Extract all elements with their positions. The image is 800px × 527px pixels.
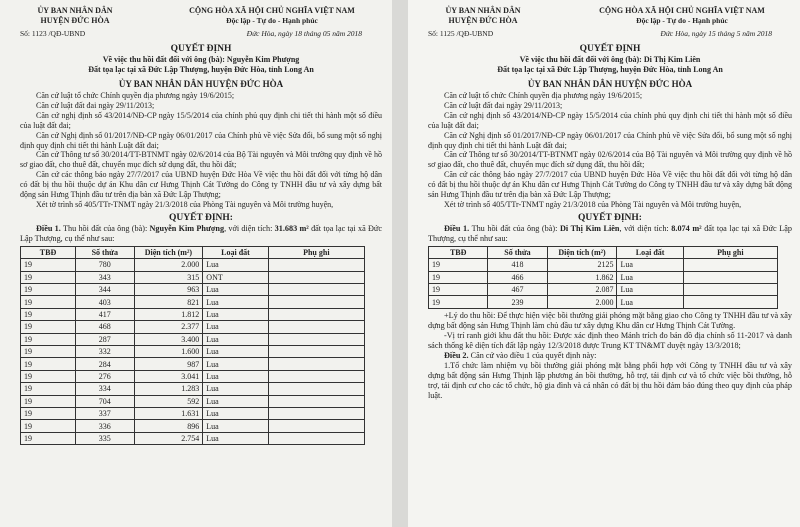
table-cell <box>683 259 777 271</box>
table-cell: 284 <box>76 358 134 370</box>
table-cell <box>683 296 777 308</box>
table-cell: Lua <box>203 358 268 370</box>
table-cell: 19 <box>21 333 76 345</box>
article-2-label: Điều 2. <box>444 350 469 360</box>
table-cell <box>268 308 364 320</box>
legal-basis: Căn cứ luật đất đai ngày 29/11/2013; <box>36 100 155 110</box>
national-title-block <box>572 6 792 26</box>
table-cell <box>268 333 364 345</box>
document-header <box>428 6 792 26</box>
table-cell: 19 <box>21 321 76 333</box>
subject-line-1: Về việc thu hồi đất đối với ông (bà): Di Thị Kim Liên <box>519 55 701 64</box>
table-cell: Lua <box>203 395 268 407</box>
table-header-row <box>429 246 778 258</box>
table-cell: 468 <box>76 321 134 333</box>
table-cell: 466 <box>488 271 547 283</box>
table-cell: 19 <box>21 346 76 358</box>
number-date-row <box>20 29 382 39</box>
table-cell: 19 <box>21 296 76 308</box>
table-row <box>21 284 365 296</box>
table-row <box>429 271 778 283</box>
article-1 <box>20 224 382 244</box>
column-header: Loại đất <box>617 246 683 258</box>
legal-basis: Căn cứ Thông tư số 30/2014/TT-BTNMT ngày 02/6/2014 của Bộ Tài nguyên và Môi trường quy định về hồ sơ giao đất, cho thuê đất, chuyển mục đích sử dụng đất, thu hồi đất; <box>20 150 382 170</box>
table-cell <box>268 407 364 419</box>
column-header: Diện tích (m²) <box>547 246 617 258</box>
article-1-text: Thu hồi đất của ông (bà): <box>60 223 150 233</box>
table-cell: Lua <box>617 271 683 283</box>
legal-basis: Căn cứ các thông báo ngày 27/7/2017 của UBND huyện Đức Hòa Về việc thu hồi đất đối với từng hộ dân có đất bị thu hồi thuộc dự án Khu dân cư Hưng Thịnh Cát Tường do Công ty TNHH đầu tư và xây dựng bất động sản Hưng Thịnh đầu tư trên địa bàn xã Đức Lập Thượng; <box>428 170 792 200</box>
table-cell <box>268 370 364 382</box>
subject-line-1: Về việc thu hồi đất đối với ông (bà): Nguyễn Kim Phượng <box>102 55 300 64</box>
issuer-line-2: HUYỆN ĐỨC HÒA <box>40 16 110 25</box>
decision-page-left <box>0 0 392 527</box>
table-cell <box>268 420 364 432</box>
table-cell <box>268 296 364 308</box>
reason-paragraph: +Lý do thu hồi: Để thực hiện việc bồi thường giải phóng mặt bằng giao cho Công ty TNHH đầu tư và xây dựng bất động sản Hưng Thịnh làm chủ đầu tư xây dựng Khu dân cư Hưng Thịnh Cát Tường. <box>428 310 792 330</box>
table-cell: 2.377 <box>134 321 203 333</box>
authority-heading: ỦY BAN NHÂN DÂN HUYỆN ĐỨC HÒA <box>527 79 693 89</box>
table-cell: 467 <box>488 284 547 296</box>
column-header: TBĐ <box>21 246 76 258</box>
table-header-row <box>21 246 365 258</box>
table-cell <box>268 395 364 407</box>
table-cell: 343 <box>76 271 134 283</box>
document-title: QUYẾT ĐỊNH <box>579 44 641 54</box>
article-1-text: Thu hồi đất của ông (bà): <box>469 223 560 233</box>
table-cell: 315 <box>134 271 203 283</box>
document-title: QUYẾT ĐỊNH <box>170 44 232 54</box>
table-cell: Lua <box>617 296 683 308</box>
legal-basis: Căn cứ Nghị định số 01/2017/NĐ-CP ngày 06/01/2017 của Chính phủ về việc Sửa đổi, bổ sung một số nghị định quy định chi tiết thi hành Luật đất đai; <box>20 130 382 150</box>
issuer-line-1: ỦY BAN NHÂN DÂN <box>37 6 113 15</box>
table-cell <box>683 271 777 283</box>
national-motto: Độc lập - Tự do - Hạnh phúc <box>636 16 728 25</box>
table-cell: 417 <box>76 308 134 320</box>
table-cell: Lua <box>203 420 268 432</box>
table-cell: 704 <box>76 395 134 407</box>
table-cell: 337 <box>76 407 134 419</box>
column-header: Số thửa <box>76 246 134 258</box>
national-title: CỘNG HÒA XÃ HỘI CHỦ NGHĨA VIỆT NAM <box>599 6 765 15</box>
table-row <box>21 333 365 345</box>
article-2 <box>428 351 792 361</box>
table-cell: Lua <box>203 407 268 419</box>
table-cell: 19 <box>21 284 76 296</box>
table-cell: Lua <box>203 346 268 358</box>
table-cell: 1.600 <box>134 346 203 358</box>
table-cell: 239 <box>488 296 547 308</box>
table-row <box>429 296 778 308</box>
table-cell: 287 <box>76 333 134 345</box>
table-cell: 780 <box>76 259 134 271</box>
table-cell: Lua <box>203 259 268 271</box>
article-2-item-1: 1.Tổ chức làm nhiệm vụ bồi thường giải phóng mặt bằng phối hợp với Công ty TNHH đầu tư và xây dựng bất động sản Hưng Thịnh lập phương án bồi thường, hỗ trợ, tái định cư và tổ chức việc bồi thường, hỗ trợ, tái định cư cho các tổ chức, hộ gia đình và cá nhân có đất bị thu hồi đảm bảo đúng theo quy định của pháp luật. <box>428 360 792 400</box>
table-cell: 3.041 <box>134 370 203 382</box>
table-cell: 403 <box>76 296 134 308</box>
table-cell: Lua <box>203 284 268 296</box>
document-date: Đức Hòa, ngày 15 tháng 5 năm 2018 <box>660 29 772 38</box>
table-row <box>21 321 365 333</box>
table-row <box>21 259 365 271</box>
table-row <box>21 271 365 283</box>
table-cell: 987 <box>134 358 203 370</box>
table-cell: 19 <box>21 271 76 283</box>
document-number: Số: 1125 /QĐ-UBND <box>428 29 494 38</box>
legal-basis: Căn cứ luật tổ chức Chính quyền địa phương ngày 19/6/2015; <box>36 91 235 100</box>
article-1-text: đất tọa lạc tại xã Đức Lập Thượng, cụ thể như sau: <box>20 223 382 243</box>
table-cell: 896 <box>134 420 203 432</box>
table-cell: 19 <box>429 296 488 308</box>
table-cell <box>268 321 364 333</box>
table-row <box>429 284 778 296</box>
table-row <box>21 432 365 444</box>
table-cell: 19 <box>429 271 488 283</box>
table-cell: 592 <box>134 395 203 407</box>
national-motto: Độc lập - Tự do - Hạnh phúc <box>226 16 318 25</box>
table-cell <box>268 259 364 271</box>
table-cell: 2125 <box>547 259 617 271</box>
table-cell: 1.283 <box>134 383 203 395</box>
table-cell: 1.812 <box>134 308 203 320</box>
table-cell: Lua <box>617 284 683 296</box>
table-cell: Lua <box>203 296 268 308</box>
legal-basis: Căn cứ nghị định số 43/2014/NĐ-CP ngày 15/5/2014 của chính phủ quy định chi tiết thi hành một số điều của luật đất đai; <box>428 110 792 130</box>
table-cell: 19 <box>21 308 76 320</box>
legal-basis: Xét tờ trình số 405/TTr-TNMT ngày 21/3/2018 của Phòng Tài nguyên và Môi trường huyện, <box>36 199 334 209</box>
decision-heading: QUYẾT ĐỊNH: <box>578 212 642 223</box>
table-row <box>21 358 365 370</box>
table-cell: 1.862 <box>547 271 617 283</box>
table-row <box>429 259 778 271</box>
table-cell: 19 <box>21 395 76 407</box>
table-cell <box>268 358 364 370</box>
table-cell: 19 <box>21 407 76 419</box>
table-cell: 335 <box>76 432 134 444</box>
legal-basis: Căn cứ các thông báo ngày 27/7/2017 của UBND huyện Đức Hòa Về việc thu hồi đất đối với từng hộ dân có đất bị thu hồi thuộc dự án Khu dân cư Hưng Thịnh Cát Tường do Công ty TNHH đầu tư và xây dựng bất động sản Hưng Thịnh đầu tư trên địa bàn xã Đức Lập Thượng; <box>20 170 382 200</box>
table-cell: 334 <box>76 383 134 395</box>
article-1-label: Điều 1. <box>36 223 61 233</box>
owner-name: Di Thị Kim Liên <box>559 223 620 233</box>
table-row <box>21 308 365 320</box>
document-date: Đức Hòa, ngày 18 tháng 05 năm 2018 <box>246 29 362 38</box>
legal-basis: Căn cứ luật đất đai ngày 29/11/2013; <box>444 100 563 110</box>
legal-basis: Xét tờ trình số 405/TTr-TNMT ngày 21/3/2018 của Phòng Tài nguyên và Môi trường huyện, <box>444 199 742 209</box>
subject-line-2: Đất tọa lạc tại xã Đức Lập Thượng, huyện Đức Hòa, tỉnh Long An <box>88 65 314 74</box>
table-row <box>21 420 365 432</box>
owner-name: Nguyễn Kim Phượng <box>149 223 225 233</box>
column-header: Phụ ghi <box>683 246 777 258</box>
table-cell: 19 <box>21 358 76 370</box>
table-cell: 3.400 <box>134 333 203 345</box>
issuer-block <box>428 6 538 26</box>
table-cell: 2.000 <box>134 259 203 271</box>
legal-basis: Căn cứ Thông tư số 30/2014/TT-BTNMT ngày 02/6/2014 của Bộ Tài nguyên và Môi trường quy định về hồ sơ giao đất, cho thuê đất, chuyển mục đích sử dụng đất, thu hồi đất; <box>428 150 792 170</box>
table-cell: 19 <box>21 259 76 271</box>
table-row <box>21 407 365 419</box>
table-cell: Lua <box>203 432 268 444</box>
column-header: TBĐ <box>429 246 488 258</box>
article-1-text: , với diện tích: <box>224 223 275 233</box>
subject-line-2: Đất tọa lạc tại xã Đức Lập Thượng, huyện Đức Hòa, tỉnh Long An <box>497 65 723 74</box>
column-header: Phụ ghi <box>268 246 364 258</box>
table-row <box>21 395 365 407</box>
table-cell: 276 <box>76 370 134 382</box>
article-1 <box>428 224 792 244</box>
table-cell: 418 <box>488 259 547 271</box>
table-cell: 19 <box>21 370 76 382</box>
table-cell: 1.631 <box>134 407 203 419</box>
table-row <box>21 346 365 358</box>
table-cell <box>683 284 777 296</box>
table-cell <box>268 346 364 358</box>
legal-basis: Căn cứ luật tổ chức Chính quyền địa phương ngày 19/6/2015; <box>444 91 643 100</box>
table-cell: Lua <box>203 321 268 333</box>
article-2-text: Căn cứ vào điều 1 của quyết định này: <box>468 350 597 360</box>
table-cell: 2.754 <box>134 432 203 444</box>
legal-basis: Căn cứ nghị định số 43/2014/NĐ-CP ngày 15/5/2014 của chính phủ quy định chi tiết thi hành một số điều của luật đất đai; <box>20 110 382 130</box>
land-area: 31.683 m² <box>274 223 309 233</box>
table-cell: 19 <box>429 259 488 271</box>
table-cell: 332 <box>76 346 134 358</box>
column-header: Số thửa <box>488 246 547 258</box>
table-cell <box>268 383 364 395</box>
land-area: 8.074 m² <box>671 223 702 233</box>
table-cell: 336 <box>76 420 134 432</box>
document-number: Số: 1123 /QĐ-UBND <box>20 29 86 38</box>
issuer-line-1: ỦY BAN NHÂN DÂN <box>445 6 521 15</box>
table-cell: 344 <box>76 284 134 296</box>
article-1-text: , với diện tích: <box>619 223 672 233</box>
column-header: Diện tích (m²) <box>134 246 203 258</box>
table-cell: ONT <box>203 271 268 283</box>
table-cell: Lua <box>203 308 268 320</box>
table-cell <box>268 284 364 296</box>
table-row <box>21 370 365 382</box>
decision-page-right <box>408 0 800 527</box>
document-header <box>20 6 382 26</box>
authority-heading: ỦY BAN NHÂN DÂN HUYỆN ĐỨC HÒA <box>118 79 284 89</box>
land-parcel-table <box>20 246 365 445</box>
issuer-line-2: HUYỆN ĐỨC HÒA <box>448 16 518 25</box>
legal-basis: Căn cứ Nghị định số 01/2017/NĐ-CP ngày 06/01/2017 của Chính phủ về việc Sửa đổi, bổ sung một số nghị định quy định chi tiết thi hành Luật đất đai; <box>428 130 792 150</box>
column-header: Loại đất <box>203 246 268 258</box>
national-title-block <box>162 6 382 26</box>
table-cell: 2.000 <box>547 296 617 308</box>
table-cell: 19 <box>429 284 488 296</box>
table-cell: Lua <box>203 333 268 345</box>
number-date-row <box>428 29 792 39</box>
table-cell: Lua <box>203 370 268 382</box>
decision-heading: QUYẾT ĐỊNH: <box>169 212 233 223</box>
table-cell: 19 <box>21 420 76 432</box>
table-cell: 821 <box>134 296 203 308</box>
table-cell <box>268 271 364 283</box>
table-row <box>21 296 365 308</box>
table-cell: 19 <box>21 432 76 444</box>
table-cell: Lua <box>203 383 268 395</box>
land-parcel-table <box>428 246 778 309</box>
table-cell <box>268 432 364 444</box>
table-cell: 19 <box>21 383 76 395</box>
table-row <box>21 383 365 395</box>
table-cell: Lua <box>617 259 683 271</box>
article-1-text: đất tọa lạc tại xã Đức Lập Thượng, cụ thể như sau: <box>428 223 792 243</box>
table-cell: 2.087 <box>547 284 617 296</box>
table-cell: 963 <box>134 284 203 296</box>
article-1-label: Điều 1. <box>444 223 470 233</box>
issuer-block <box>20 6 130 26</box>
boundary-paragraph: -Vị trí ranh giới khu đất thu hồi: Được xác định theo Mảnh trích đo bản đồ địa chính số 11-2017 và danh sách thống kê diện tích đất lập ngày 12/3/2018 được Trung KT TN&MT duyệt ngày 13/3/2018; <box>428 330 792 350</box>
national-title: CỘNG HÒA XÃ HỘI CHỦ NGHĨA VIỆT NAM <box>189 6 355 15</box>
